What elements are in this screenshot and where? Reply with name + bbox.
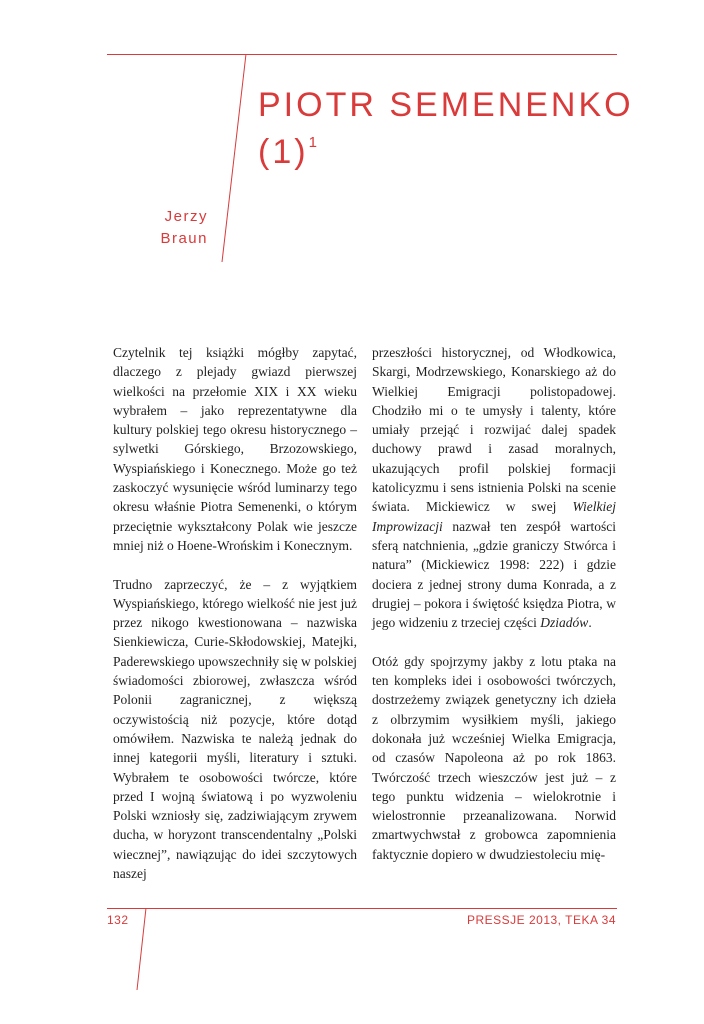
italic-title: Wielkiej Improwizacji [372,499,616,534]
paragraph: Otóż gdy spojrzymy jakby z lotu ptaka na ten kompleks idei i osobowości twórczych, dostrzeżemy związek genetyczny ich dzieła z olbrzymim wysiłkiem myśli, jakiego dokonała już wcześniej Wielka Emigracja, od czasów Napoleona aż po rok 1863. Twórczość trzech wieszczów jest już – z tego punktu widzenia – wielokrotnie i wielostronnie przeanalizowana. Norwid zmartwychwstał z grobowca zapomnienia faktycznie dopiero w dwudziestoleciu mię- [372,653,616,862]
right-column [372,343,616,864]
journal-reference: PRESSJE 2013, TEKA 34 [466,913,616,927]
text-run: przeszłości historycznej, od Włodkowica, Skargi, Modrzewskiego, Konarskiego aż do Wielkiej Emigracji polistopadowej. Chodziło mi o te umysły i talenty, które umiały przejąć i rozwijać dalej spadek duchowy prawd i zasad moralnych, ukazujących profil polskiej formacji katolicyzmu i sens istnienia Polski na scenie świata. Mickiewicz w swej [372,345,616,515]
italic-title: Dziadów [540,615,589,631]
paragraph: Trudno zaprzeczyć, że – z wyjątkiem Wyspiańskiego, którego wielkość nie jest już przez nikogo kwestionowana – nazwiska Sienkiewicza, Curie-Skłodowskiej, Matejki, Paderewskiego upowszechniły się w polskiej świadomości zbiorowej, zwłaszcza wśród Polonii zagranicznej, z większą oczywistością niż pozycje, które dotąd omówiłem. Nazwiska te należą jednak do innej kategorii myśli, literatury i sztuki. Wybrałem te osobowości twórcze, które przed I wojną światową i po wyzwoleniu Polski wzniosły się, zadziwiającym zrywem ducha, w horyzont transcendentalny „Polski wiecznej”, nawiązując do idei szczytowych naszej [113,576,357,882]
article-title [258,86,658,171]
bottom-rule [107,908,617,909]
left-column [113,343,357,883]
title-line1: PIOTR SEMENENKO [258,86,634,124]
paragraph [372,343,616,632]
author [120,206,208,250]
paragraph: Czytelnik tej książki mógłby zapytać, dlaczego z plejady gwiazd pierwszej wielkości na przełomie XIX i XX wieku wybrałem – jako reprezentatywne dla kultury polskiej tego okresu historycznego – sylwetki Górskiego, Brzozowskiego, Wyspiańskiego i Konecznego. Może go też zaskoczyć wysunięcie wśród luminarzy tego okresu właśnie Piotra Semenenki, o którym przeciętnie wykształcony Polak wie jeszcze mniej niż o Hoene-Wrońskim i Konecznym. [113,345,357,553]
text-run: nazwał ten zespół wartości sferą natchnienia, „gdzie graniczy Stwórca i natura” (Mickiewicz 1998: 222) i gdzie dociera z jednej strony duma Konrada, a z drugiej – pokora i świętość księdza Piotra, w jego widzeniu z trzeciej części [372,518,616,631]
text-run: . [588,615,592,631]
title-line2: (1) [258,133,309,171]
author-last-name: Braun [160,230,208,247]
page-number: 132 [107,913,129,927]
footnote-ref[interactable]: 1 [308,134,317,151]
author-first-name: Jerzy [164,208,208,225]
